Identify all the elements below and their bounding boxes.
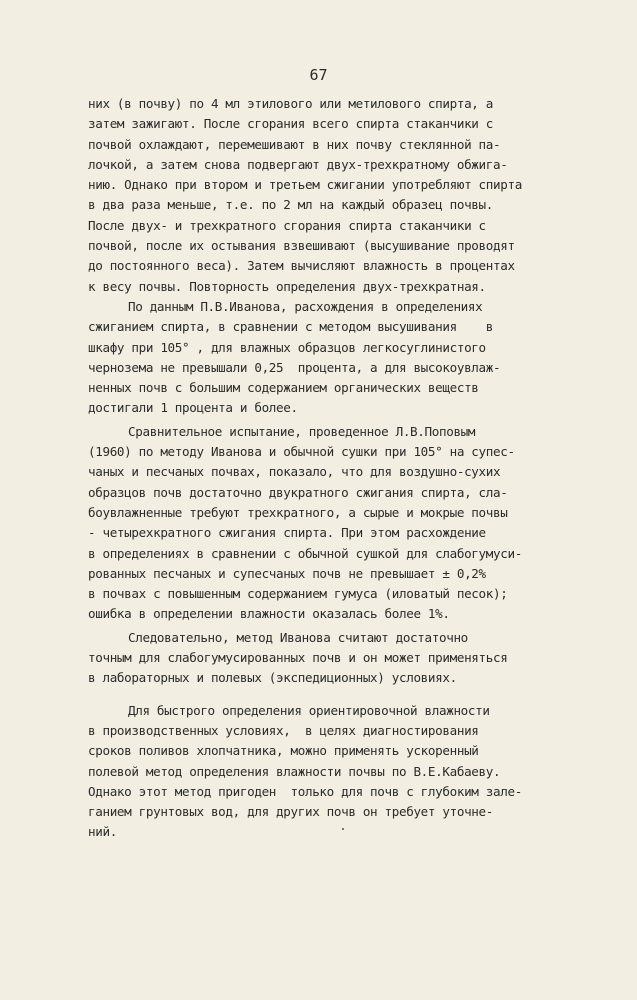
text-line: Для быстрого определения ориентировочной влажности — [128, 702, 490, 718]
text-line: них (в почву) по 4 мл этилового или метилового спирта, а — [88, 96, 493, 111]
text-line: ганием грунтовых вод, для других почв он требует уточне- — [88, 804, 493, 820]
text-line: ошибка в определении влажности оказалась более 1%. — [88, 606, 450, 622]
text-line: После двух- и трехкратного сгорания спирта стаканчики с — [88, 217, 486, 233]
text-line: образцов почв достаточно двукратного сжигания спирта, сла- — [88, 484, 508, 500]
text-line: (1960) по методу Иванова и обычной сушки при 105° на супес- — [88, 444, 515, 460]
page-number: 67 — [309, 66, 328, 84]
text-line: в два раза меньше, т.е. по 2 мл на каждый образец почвы. — [88, 197, 493, 213]
text-line: в почвах с повышенным содержанием гумуса (иловатый песок); — [88, 586, 508, 602]
text-line: в производственных условиях, в целях диагностирования — [88, 722, 479, 738]
text-line: нию. Однако при втором и третьем сжигании употребляют спирта — [88, 177, 522, 193]
text-line: в определениях в сравнении с обычной сушкой для слабогумуси- — [88, 545, 522, 561]
body-text — [88, 94, 608, 843]
text-line: По данным П.В.Иванова, расхождения в определениях — [128, 298, 483, 314]
text-line: почвой охлаждают, перемешивают в них почву стеклянной па- — [88, 136, 501, 152]
text-line: почвой, после их остывания взвешивают (высушивание проводят — [88, 238, 515, 254]
paragraph — [88, 422, 608, 625]
text-line: в лабораторных и полевых (экспедиционных) условиях. — [88, 670, 457, 686]
text-line: сроков поливов хлопчатника, можно применять ускоренный — [88, 743, 479, 759]
text-line: до постоянного веса). Затем вычисляют влажность в процентах — [88, 258, 515, 274]
text-line: Сравнительное испытание, проведенное Л.В.Поповым — [128, 423, 476, 439]
paragraph — [88, 297, 608, 419]
ink-speck — [342, 828, 344, 830]
text-line: шкафу при 105° , для влажных образцов легкосуглинистого — [88, 339, 486, 355]
text-line: к весу почвы. Повторность определения двух-трехкратная. — [88, 278, 486, 294]
text-line: затем зажигают. После сгорания всего спирта стаканчики с — [88, 116, 493, 132]
text-line: чаных и песчаных почвах, показало, что для воздушно-сухих — [88, 464, 501, 480]
paragraph — [88, 94, 608, 297]
text-line: Однако этот метод пригоден только для почв с глубоким зале- — [88, 783, 522, 799]
text-line: полевой метод определения влажности почвы по В.Е.Кабаеву. — [88, 763, 501, 779]
paragraph — [88, 701, 608, 843]
text-line: боувлажненные требуют трехкратного, а сырые и мокрые почвы — [88, 504, 508, 520]
text-line: лочкой, а затем снова подвергают двух-трехкратному обжига- — [88, 156, 508, 172]
text-line: сжиганием спирта, в сравнении с методом высушивания в — [88, 319, 493, 335]
paragraph — [88, 628, 608, 689]
text-line: - четырехкратного сжигания спирта. При этом расхождение — [88, 525, 486, 541]
text-line: ненных почв с большим содержанием органических веществ — [88, 380, 479, 396]
text-line: достигали 1 процента и более. — [88, 400, 298, 416]
text-line: ний. — [88, 824, 117, 840]
text-line: рованных песчаных и супесчаных почв не превышает ± 0,2% — [88, 565, 486, 581]
text-line: черноземa не превышали 0,25 процента, а для высокоувлаж- — [88, 359, 501, 375]
text-line: точным для слабогумусированных почв и он может применяться — [88, 650, 508, 666]
text-line: Следовательно, метод Иванова считают достаточно — [128, 629, 468, 645]
